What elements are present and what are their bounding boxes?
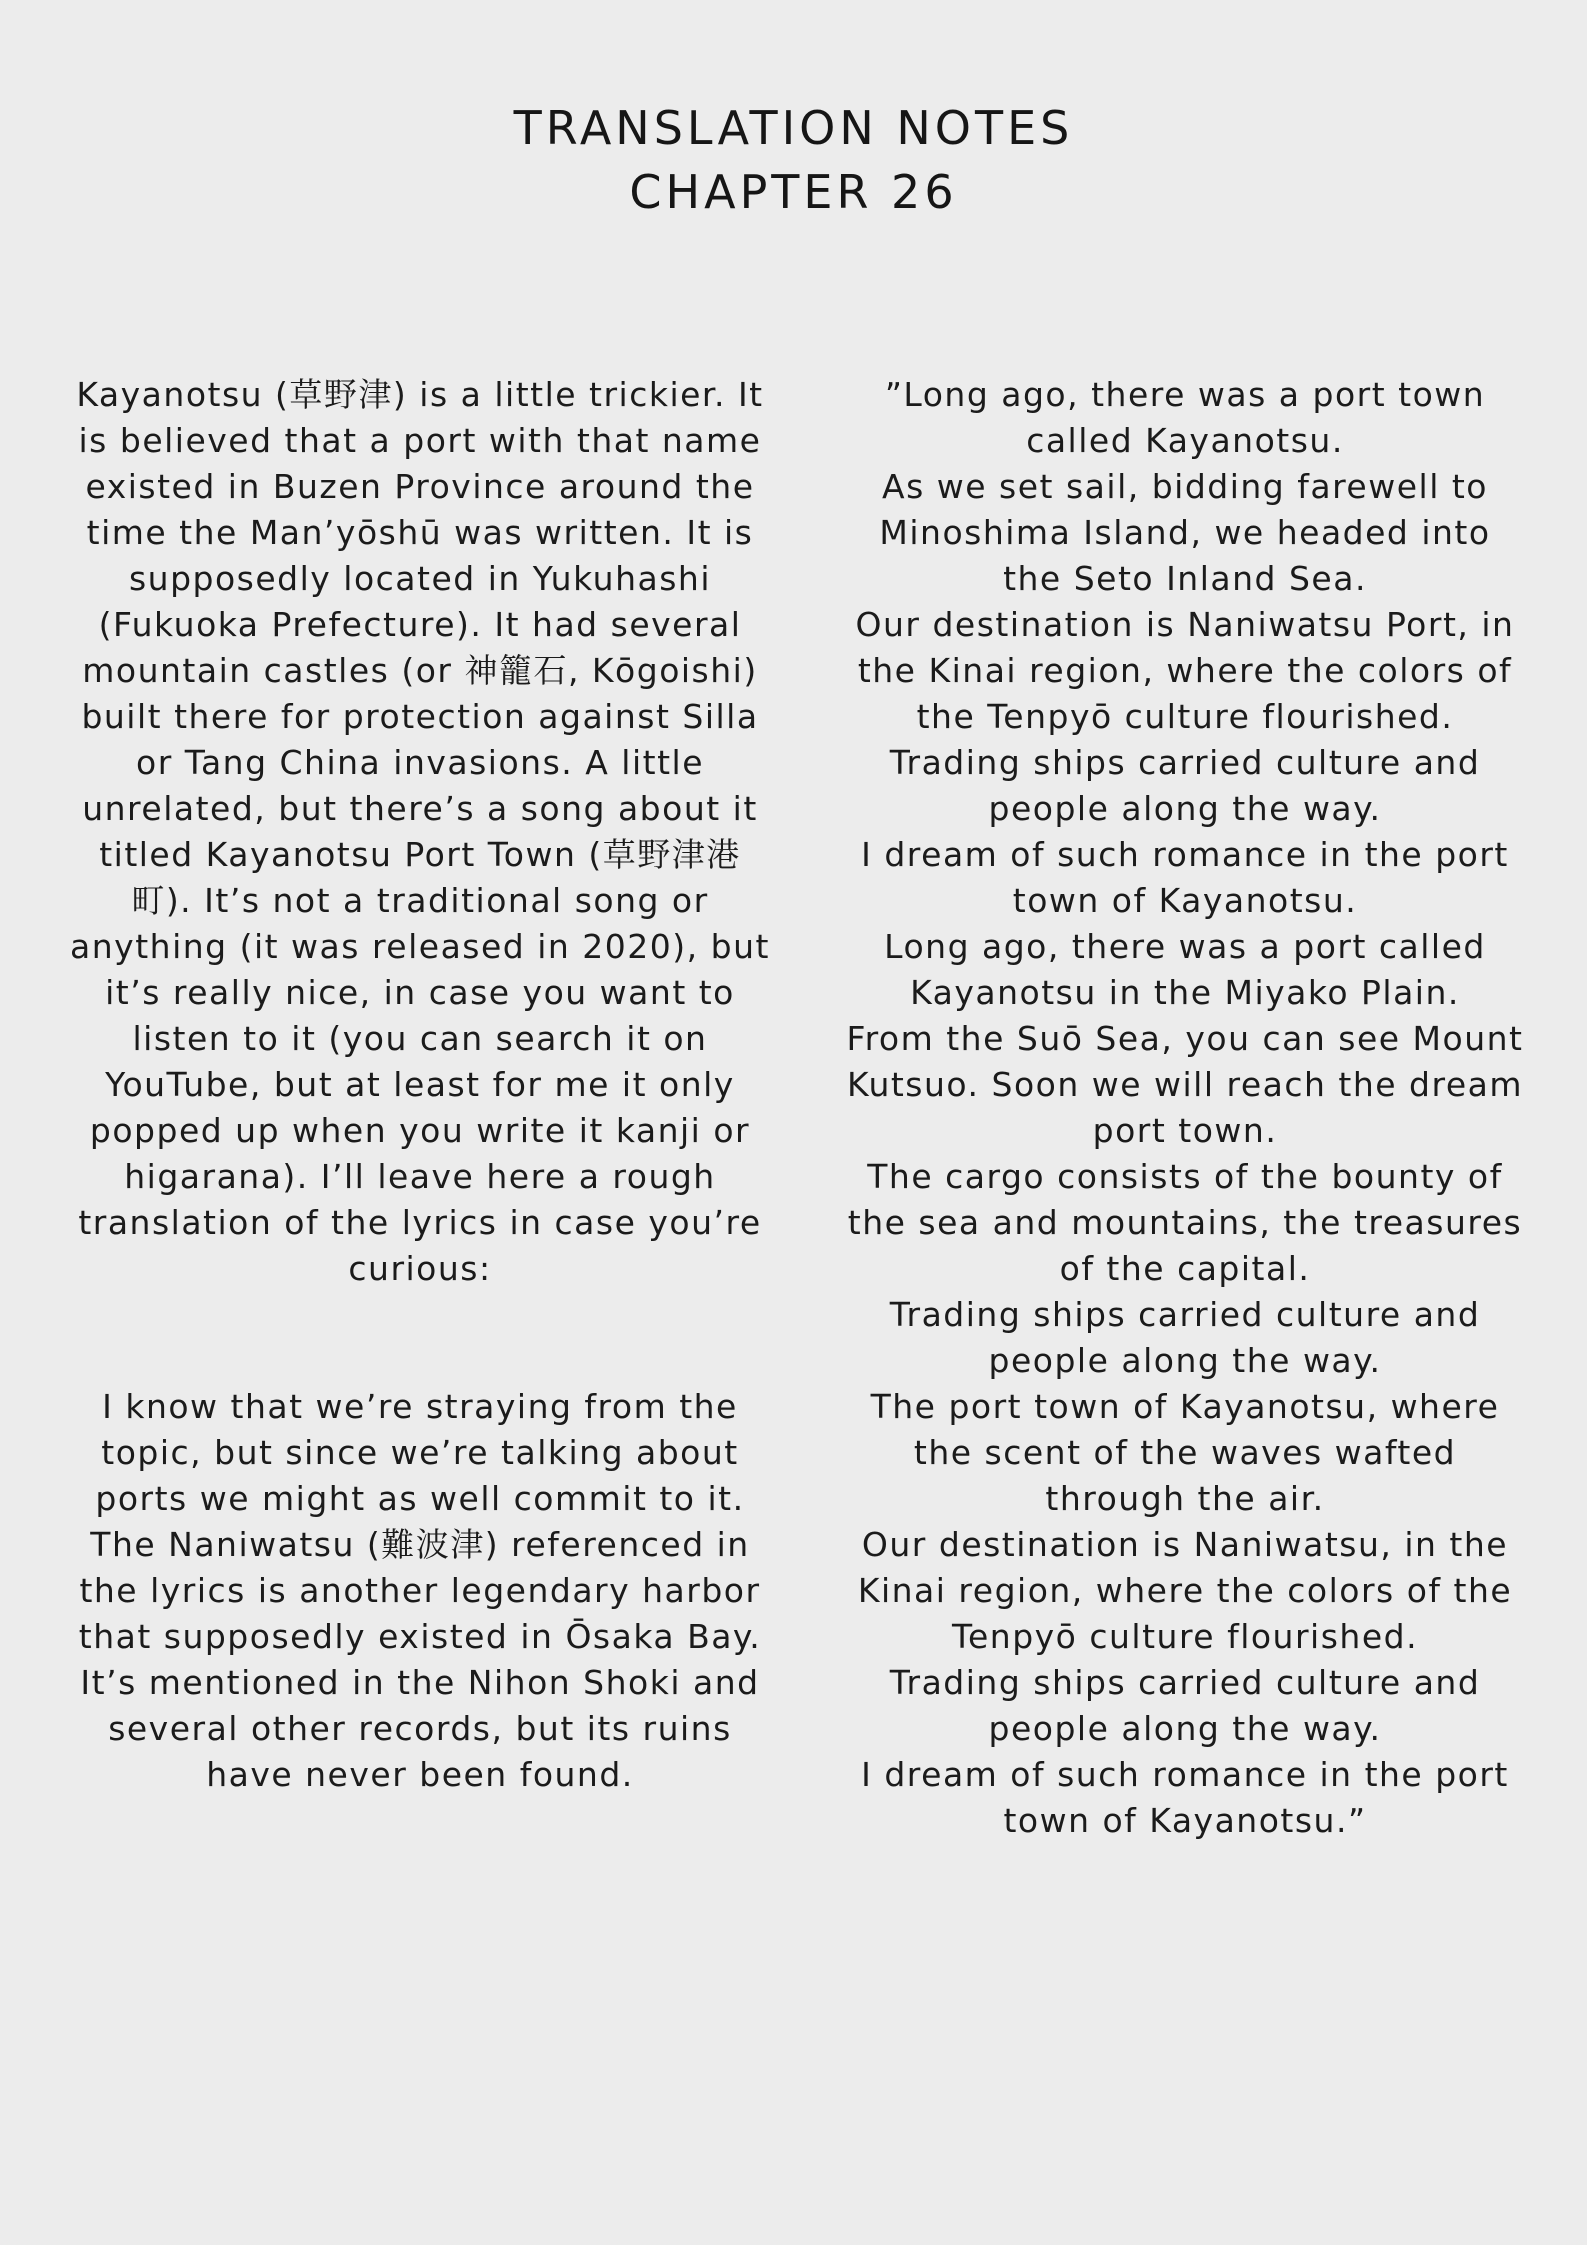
lyric-line: Our destination is Naniwatsu Port, in the Kinai region, where the colors of the Tenpyō culture flourished.	[855, 605, 1515, 736]
lyric-line: The port town of Kayanotsu, where the scent of the waves wafted through the air.	[870, 1387, 1500, 1518]
lyric-line: I dream of such romance in the port town of Kayanotsu.”	[861, 1755, 1509, 1840]
lyric-line: The cargo consists of the bounty of the sea and mountains, the treasures of the capital.	[847, 1157, 1523, 1288]
title-line-1: TRANSLATION NOTES	[513, 101, 1074, 155]
lyric-line: As we set sail, bidding farewell to Minoshima Island, we headed into the Seto Inland Sea.	[879, 467, 1491, 598]
naniwatsu-paragraph: I know that we’re straying from the topic, but since we’re talking about ports we might as well commit to it. The Naniwatsu (難波津) referenced in the lyrics is another legendary harbor that supposedly existed in Ōsaka Bay. It’s mentioned in the Nihon Shoki and several other records, but its ruins have never been found.	[78, 1387, 762, 1794]
lyric-line: From the Suō Sea, you can see Mount Kutsuo. Soon we will reach the dream port town.	[846, 1019, 1524, 1150]
left-column	[70, 372, 770, 1798]
lyric-line: I dream of such romance in the port town of Kayanotsu.	[861, 835, 1509, 920]
lyric-line: Our destination is Naniwatsu, in the Kinai region, where the colors of the Tenpyō culture flourished.	[857, 1525, 1513, 1656]
title-line-2: CHAPTER 26	[629, 165, 958, 219]
lyric-line: Trading ships carried culture and people along the way.	[889, 1663, 1481, 1748]
lyric-line: Trading ships carried culture and people along the way.	[889, 1295, 1481, 1380]
lyric-line: Long ago, there was a port called Kayanotsu in the Miyako Plain.	[884, 927, 1486, 1012]
lyrics-block	[845, 372, 1525, 1844]
lyric-line: Trading ships carried culture and people along the way.	[889, 743, 1481, 828]
right-column	[845, 372, 1525, 1844]
lyric-line: ”Long ago, there was a port town called Kayanotsu.	[884, 375, 1486, 460]
intro-paragraph: Kayanotsu (草野津) is a little trickier. It is believed that a port with that name existed in Buzen Province around the time the Man’yōshū was written. It is supposedly located in Yukuhashi (Fukuoka Prefecture). It had several mountain castles (or 神籠石, Kōgoishi) built there for protection against Silla or Tang China invasions. A little unrelated, but there’s a song about it titled Kayanotsu Port Town (草野津港町). It’s not a traditional song or anything (it was released in 2020), but it’s really nice, in case you want to listen to it (you can search it on YouTube, but at least for me it only popped up when you write it kanji or higarana). I’ll leave here a rough translation of the lyrics in case you’re curious:	[70, 375, 770, 1288]
page-title	[0, 96, 1587, 224]
